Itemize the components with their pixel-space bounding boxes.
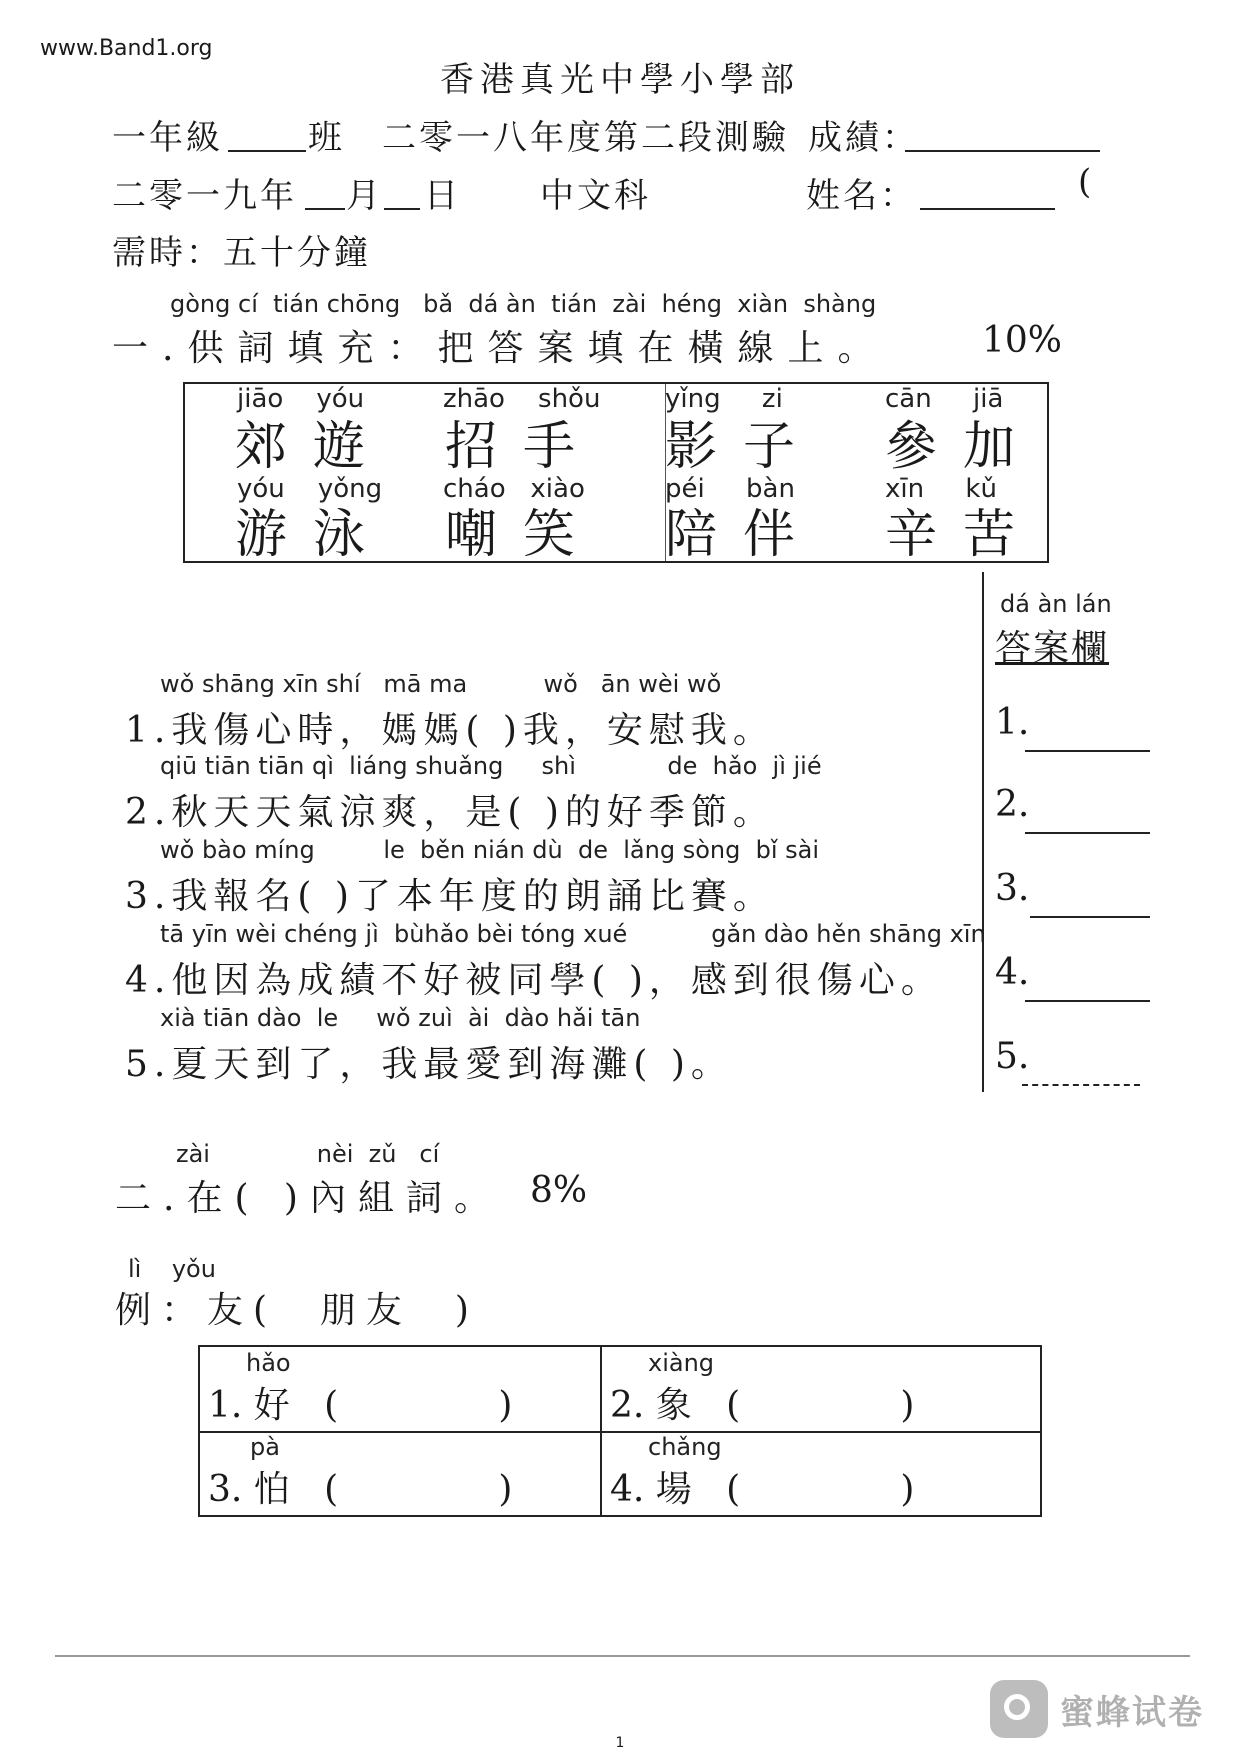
word-bank-pinyin: péi bàn: [665, 474, 795, 504]
word-bank-word: 嘲笑: [445, 505, 602, 565]
score-label: 成績：: [808, 118, 919, 158]
month-blank: [305, 208, 345, 210]
name-label: 姓名：: [806, 176, 917, 216]
cell-text[interactable]: 3. 怕 ( ): [208, 1469, 513, 1510]
school-title: 香港真光中學小學部: [440, 60, 800, 100]
cell-text[interactable]: 4. 場 ( ): [610, 1469, 915, 1510]
grade-label: 一年級: [112, 118, 223, 158]
section2-title: 二.在( )內組詞。: [115, 1178, 502, 1219]
word-bank-word: 郊遊: [235, 417, 392, 477]
question-text: 5.夏天到了，我最愛到海灘( )。: [125, 1044, 733, 1085]
word-bank-word: 陪伴: [665, 505, 822, 565]
example-text: 例：友( 朋友 ): [115, 1290, 479, 1331]
answer-column-title: 答案欄: [995, 628, 1110, 669]
word-bank-word: 招手: [445, 417, 602, 477]
word-bank-word: 游泳: [235, 505, 392, 565]
class-blank: [228, 150, 306, 152]
cell-pinyin: pà: [250, 1433, 280, 1461]
answer-number: 1.: [995, 702, 1030, 743]
answer-blank[interactable]: [1025, 832, 1150, 834]
word-bank-pinyin: cān jiā: [885, 384, 1004, 414]
answer-number: 4.: [995, 952, 1030, 993]
question-text: 3.我報名( )了本年度的朗誦比賽。: [125, 876, 775, 917]
name-paren: (: [1078, 162, 1095, 202]
answer-column-rule: [982, 572, 984, 1092]
word-bank-word: 參加: [885, 417, 1042, 477]
question-pinyin: xià tiān dào le wǒ zuì ài dào hǎi tān: [160, 1004, 641, 1032]
cell-text[interactable]: 1. 好 ( ): [208, 1385, 513, 1426]
section1-pinyin: gòng cí tián chōng bǎ dá àn tián zài héng xiàn shàng: [170, 290, 877, 318]
word-bank-pinyin: yǐng zi: [665, 384, 783, 414]
cell-pinyin: chǎng: [648, 1433, 722, 1461]
question-pinyin: tā yīn wèi chéng jì bùhǎo bèi tóng xué gǎn dào hěn shāng xīn: [160, 920, 986, 948]
name-blank: [920, 208, 1055, 210]
footer-rule: [55, 1655, 1190, 1657]
page-number: 1: [615, 1735, 625, 1751]
section2-pinyin: zài nèi zǔ cí: [176, 1140, 440, 1168]
section1-score: 10%: [982, 320, 1063, 361]
day-blank: [384, 208, 420, 210]
question-text: 1.我傷心時，媽媽( )我，安慰我。: [125, 710, 775, 751]
brand-logo-icon: [990, 1680, 1048, 1738]
question-pinyin: wǒ bào míng le běn nián dù de lǎng sòng bǐ sài: [160, 836, 820, 864]
time-label: 需時：五十分鐘: [112, 233, 371, 273]
brand-name: 蜜蜂试卷: [1060, 1692, 1204, 1733]
answer-blank[interactable]: [1022, 1084, 1140, 1086]
section1-title: 一.供詞填充：把答案填在橫線上。: [112, 328, 888, 369]
word-bank-pinyin: xīn kǔ: [885, 474, 997, 504]
exam-title: 二零一八年度第二段測驗: [382, 118, 789, 158]
source-url: www.Band1.org: [40, 36, 213, 61]
score-blank: [905, 150, 1100, 152]
question-text: 2.秋天天氣涼爽，是( )的好季節。: [125, 792, 775, 833]
answer-column-pinyin: dá àn lán: [1000, 590, 1112, 618]
brand-watermark: [990, 1680, 1204, 1738]
word-bank-pinyin: yóu yǒng: [237, 474, 383, 504]
subject-label: 中文科: [540, 176, 651, 216]
word-bank-word: 辛苦: [885, 505, 1042, 565]
cell-pinyin: hǎo: [246, 1349, 291, 1377]
question-pinyin: wǒ shāng xīn shí mā ma wǒ ān wèi wǒ: [160, 670, 722, 698]
question-pinyin: qiū tiān tiān qì liáng shuǎng shì de hǎo jì jié: [160, 752, 822, 780]
answer-blank[interactable]: [1025, 750, 1150, 752]
answer-number: 3.: [995, 868, 1030, 909]
answer-number: 5.: [995, 1036, 1030, 1077]
month-label: 月: [346, 176, 383, 216]
year-label: 二零一九年: [112, 176, 297, 216]
section2-score: 8%: [530, 1170, 588, 1211]
word-bank-pinyin: cháo xiào: [443, 474, 585, 504]
answer-number: 2.: [995, 784, 1030, 825]
cell-pinyin: xiàng: [648, 1349, 715, 1377]
answer-blank[interactable]: [1030, 916, 1150, 918]
word-bank-word: 影子: [665, 417, 822, 477]
day-label: 日: [424, 176, 461, 216]
example-pinyin: lì yǒu: [128, 1255, 216, 1283]
question-text: 4.他因為成績不好被同學( )，感到很傷心。: [125, 960, 943, 1001]
cell-text[interactable]: 2. 象 ( ): [610, 1385, 915, 1426]
answer-blank[interactable]: [1025, 1000, 1150, 1002]
table-divider: [200, 1431, 1040, 1433]
class-label: 班: [308, 118, 345, 158]
word-bank-pinyin: zhāo shǒu: [443, 384, 601, 414]
word-group-table: [198, 1345, 1042, 1517]
word-bank: [183, 382, 1049, 563]
word-bank-pinyin: jiāo yóu: [237, 384, 365, 414]
